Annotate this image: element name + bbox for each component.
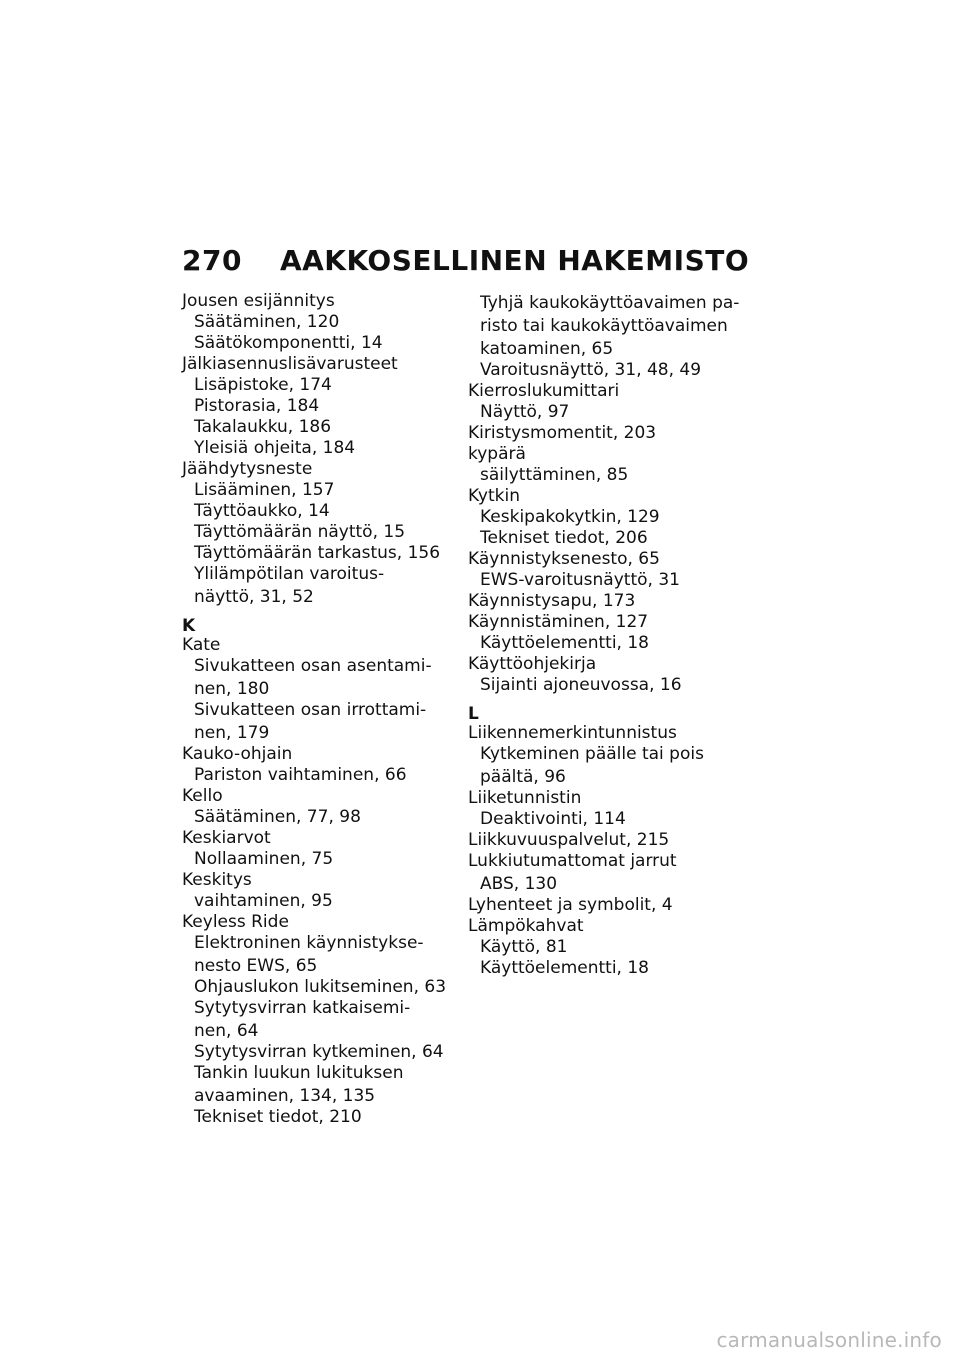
index-entry: Kierroslukumittari bbox=[468, 381, 620, 401]
index-entry: Lämpökahvat bbox=[468, 916, 584, 936]
index-subentry: Säätökomponentti, 14 bbox=[194, 333, 383, 353]
index-subentry: Tekniset tiedot, 210 bbox=[194, 1107, 362, 1127]
index-subentry: Käyttöelementti, 18 bbox=[480, 958, 649, 978]
index-letter-heading: K bbox=[182, 616, 196, 636]
index-subentry: Näyttö, 97 bbox=[480, 402, 570, 422]
index-entry: Käynnistyksenesto, 65 bbox=[468, 549, 660, 569]
index-subentry: Varoitusnäyttö, 31, 48, 49 bbox=[480, 360, 702, 380]
index-subentry-continuation: päältä, 96 bbox=[480, 767, 566, 787]
index-subentry: EWS-varoitusnäyttö, 31 bbox=[480, 570, 680, 590]
index-subentry: Deaktivointi, 114 bbox=[480, 809, 626, 829]
index-subentry: Sytytysvirran kytkeminen, 64 bbox=[194, 1042, 444, 1062]
index-subentry: Täyttömäärän tarkastus, 156 bbox=[194, 543, 441, 563]
index-entry: Kate bbox=[182, 635, 221, 655]
index-subentry-continuation: näyttö, 31, 52 bbox=[194, 587, 314, 607]
index-entry: Lukkiutumattomat jarrut bbox=[468, 851, 677, 871]
index-subentry: Lisääminen, 157 bbox=[194, 480, 335, 500]
index-entry: Lyhenteet ja symbolit, 4 bbox=[468, 895, 673, 915]
index-subentry: Säätäminen, 77, 98 bbox=[194, 807, 361, 827]
index-entry: Liikkuvuuspalvelut, 215 bbox=[468, 830, 670, 850]
index-subentry: Sivukatteen osan asentami- bbox=[194, 656, 432, 676]
index-entry: Keskiarvot bbox=[182, 828, 271, 848]
index-subentry: Täyttömäärän näyttö, 15 bbox=[194, 522, 406, 542]
index-subentry: Tekniset tiedot, 206 bbox=[480, 528, 648, 548]
index-entry: Jousen esijännitys bbox=[182, 291, 335, 311]
index-subentry: Sijainti ajoneuvossa, 16 bbox=[480, 675, 682, 695]
index-subentry: Elektroninen käynnistykse- bbox=[194, 933, 424, 953]
index-subentry-continuation: katoaminen, 65 bbox=[480, 339, 614, 359]
index-subentry: Ohjauslukon lukitseminen, 63 bbox=[194, 977, 447, 997]
index-entry: Kytkin bbox=[468, 486, 520, 506]
index-entry: Käynnistysapu, 173 bbox=[468, 591, 636, 611]
index-subentry: Sivukatteen osan irrottami- bbox=[194, 700, 427, 720]
index-subentry: Sytytysvirran katkaisemi- bbox=[194, 998, 411, 1018]
page-number: 270 bbox=[182, 244, 242, 277]
index-letter-heading: L bbox=[468, 704, 479, 724]
index-entry: Kiristysmomentit, 203 bbox=[468, 423, 657, 443]
index-subentry: Käyttö, 81 bbox=[480, 937, 568, 957]
index-subentry-continuation: nen, 180 bbox=[194, 679, 270, 699]
index-entry: Käynnistäminen, 127 bbox=[468, 612, 649, 632]
index-subentry: säilyttäminen, 85 bbox=[480, 465, 629, 485]
index-subentry: Ylilämpötilan varoitus- bbox=[194, 564, 385, 584]
index-subentry-continuation: risto tai kaukokäyttöavaimen bbox=[480, 316, 728, 336]
index-subentry-continuation: nen, 179 bbox=[194, 723, 270, 743]
page-header bbox=[182, 244, 749, 277]
index-subentry-continuation: nen, 64 bbox=[194, 1021, 259, 1041]
index-entry: Liiketunnistin bbox=[468, 788, 582, 808]
index-entry: Kauko-ohjain bbox=[182, 744, 293, 764]
index-subentry: Yleisiä ohjeita, 184 bbox=[194, 438, 356, 458]
index-subentry: Täyttöaukko, 14 bbox=[194, 501, 330, 521]
index-subentry: Pariston vaihtaminen, 66 bbox=[194, 765, 407, 785]
index-subentry-continuation: ABS, 130 bbox=[480, 874, 558, 894]
index-entry: Kello bbox=[182, 786, 223, 806]
index-subentry: Käyttöelementti, 18 bbox=[480, 633, 649, 653]
index-subentry: Kytkeminen päälle tai pois bbox=[480, 744, 704, 764]
index-subentry: Pistorasia, 184 bbox=[194, 396, 320, 416]
index-subentry: Takalaukku, 186 bbox=[194, 417, 332, 437]
index-column-right bbox=[468, 291, 758, 979]
index-subentry-continuation: avaaminen, 134, 135 bbox=[194, 1086, 376, 1106]
index-subentry: vaihtaminen, 95 bbox=[194, 891, 333, 911]
index-entry: kypärä bbox=[468, 444, 526, 464]
watermark: carmanualsonline.info bbox=[716, 1328, 942, 1352]
index-subentry: Keskipakokytkin, 129 bbox=[480, 507, 660, 527]
index-entry: Keskitys bbox=[182, 870, 252, 890]
index-subentry: Nollaaminen, 75 bbox=[194, 849, 334, 869]
index-subentry: Lisäpistoke, 174 bbox=[194, 375, 332, 395]
index-subentry-continuation: Tyhjä kaukokäyttöavaimen pa- bbox=[480, 293, 740, 313]
index-subentry: Säätäminen, 120 bbox=[194, 312, 340, 332]
index-subentry: Tankin luukun lukituksen bbox=[194, 1063, 404, 1083]
index-entry: Jäähdytysneste bbox=[182, 459, 313, 479]
index-column-left bbox=[182, 291, 457, 1128]
index-entry: Käyttöohjekirja bbox=[468, 654, 597, 674]
index-subentry-continuation: nesto EWS, 65 bbox=[194, 956, 318, 976]
page-title: AAKKOSELLINEN HAKEMISTO bbox=[279, 244, 750, 277]
index-entry: Keyless Ride bbox=[182, 912, 289, 932]
index-entry: Jälkiasennuslisävarusteet bbox=[182, 354, 398, 374]
index-entry: Liikennemerkintunnistus bbox=[468, 723, 677, 743]
